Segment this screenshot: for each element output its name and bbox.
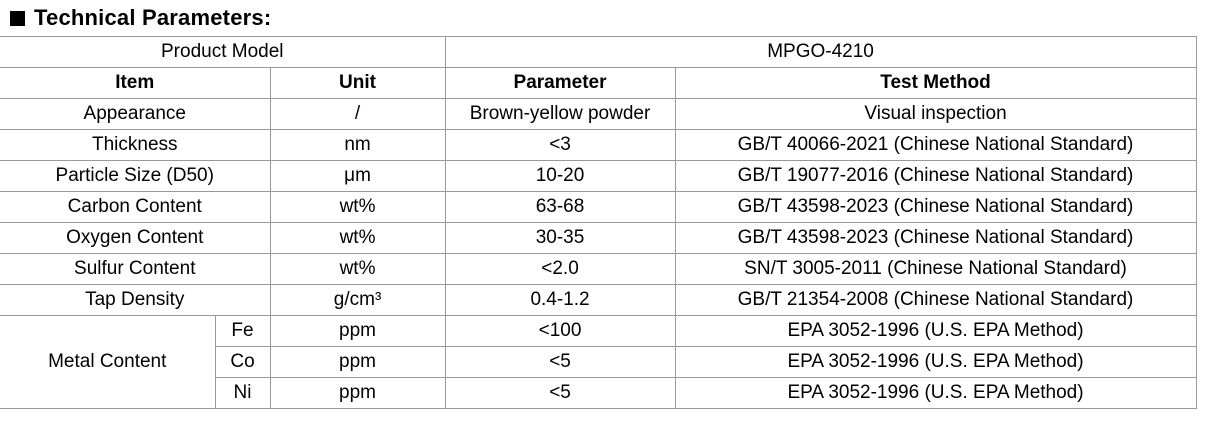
table-row <box>0 161 1196 192</box>
table-row <box>0 285 1196 316</box>
metal-content-label: Metal Content <box>0 316 215 409</box>
row-unit: g/cm³ <box>270 285 445 316</box>
table-row <box>0 130 1196 161</box>
row-unit: / <box>270 99 445 130</box>
table-row <box>0 192 1196 223</box>
product-model-value: MPGO-4210 <box>445 37 1196 68</box>
row-unit: ppm <box>270 316 445 347</box>
row-unit: μm <box>270 161 445 192</box>
column-header-test-method: Test Method <box>675 68 1196 99</box>
row-parameter: 0.4-1.2 <box>445 285 675 316</box>
row-parameter: 63-68 <box>445 192 675 223</box>
row-parameter: Brown-yellow powder <box>445 99 675 130</box>
row-parameter: 30-35 <box>445 223 675 254</box>
row-parameter: <2.0 <box>445 254 675 285</box>
technical-parameters-table <box>0 36 1197 409</box>
row-item: Oxygen Content <box>0 223 270 254</box>
row-parameter: <3 <box>445 130 675 161</box>
row-unit: wt% <box>270 254 445 285</box>
table-row-metal-fe <box>0 316 1196 347</box>
row-parameter: 10-20 <box>445 161 675 192</box>
row-parameter: <5 <box>445 347 675 378</box>
metal-element: Co <box>215 347 270 378</box>
row-item: Thickness <box>0 130 270 161</box>
row-unit: wt% <box>270 223 445 254</box>
metal-element: Ni <box>215 378 270 409</box>
row-item: Carbon Content <box>0 192 270 223</box>
product-model-label: Product Model <box>0 37 445 68</box>
row-test-method: GB/T 43598-2023 (Chinese National Standard) <box>675 223 1196 254</box>
row-test-method: SN/T 3005-2011 (Chinese National Standard) <box>675 254 1196 285</box>
column-header-item: Item <box>0 68 270 99</box>
row-test-method: GB/T 40066-2021 (Chinese National Standard) <box>675 130 1196 161</box>
row-unit: ppm <box>270 378 445 409</box>
metal-element: Fe <box>215 316 270 347</box>
row-item: Appearance <box>0 99 270 130</box>
table-header-row <box>0 68 1196 99</box>
column-header-unit: Unit <box>270 68 445 99</box>
square-bullet-icon <box>10 11 25 26</box>
row-test-method: EPA 3052-1996 (U.S. EPA Method) <box>675 316 1196 347</box>
row-test-method: Visual inspection <box>675 99 1196 130</box>
row-parameter: <5 <box>445 378 675 409</box>
column-header-parameter: Parameter <box>445 68 675 99</box>
table-row <box>0 99 1196 130</box>
row-unit: ppm <box>270 347 445 378</box>
table-row <box>0 223 1196 254</box>
row-test-method: GB/T 43598-2023 (Chinese National Standard) <box>675 192 1196 223</box>
row-item: Tap Density <box>0 285 270 316</box>
table-row <box>0 254 1196 285</box>
row-test-method: EPA 3052-1996 (U.S. EPA Method) <box>675 378 1196 409</box>
row-parameter: <100 <box>445 316 675 347</box>
section-heading-text: Technical Parameters: <box>34 5 272 30</box>
row-unit: wt% <box>270 192 445 223</box>
section-heading <box>10 4 271 32</box>
row-test-method: GB/T 21354-2008 (Chinese National Standard) <box>675 285 1196 316</box>
row-test-method: GB/T 19077-2016 (Chinese National Standard) <box>675 161 1196 192</box>
row-test-method: EPA 3052-1996 (U.S. EPA Method) <box>675 347 1196 378</box>
row-item: Sulfur Content <box>0 254 270 285</box>
row-unit: nm <box>270 130 445 161</box>
product-model-row <box>0 37 1196 68</box>
row-item: Particle Size (D50) <box>0 161 270 192</box>
